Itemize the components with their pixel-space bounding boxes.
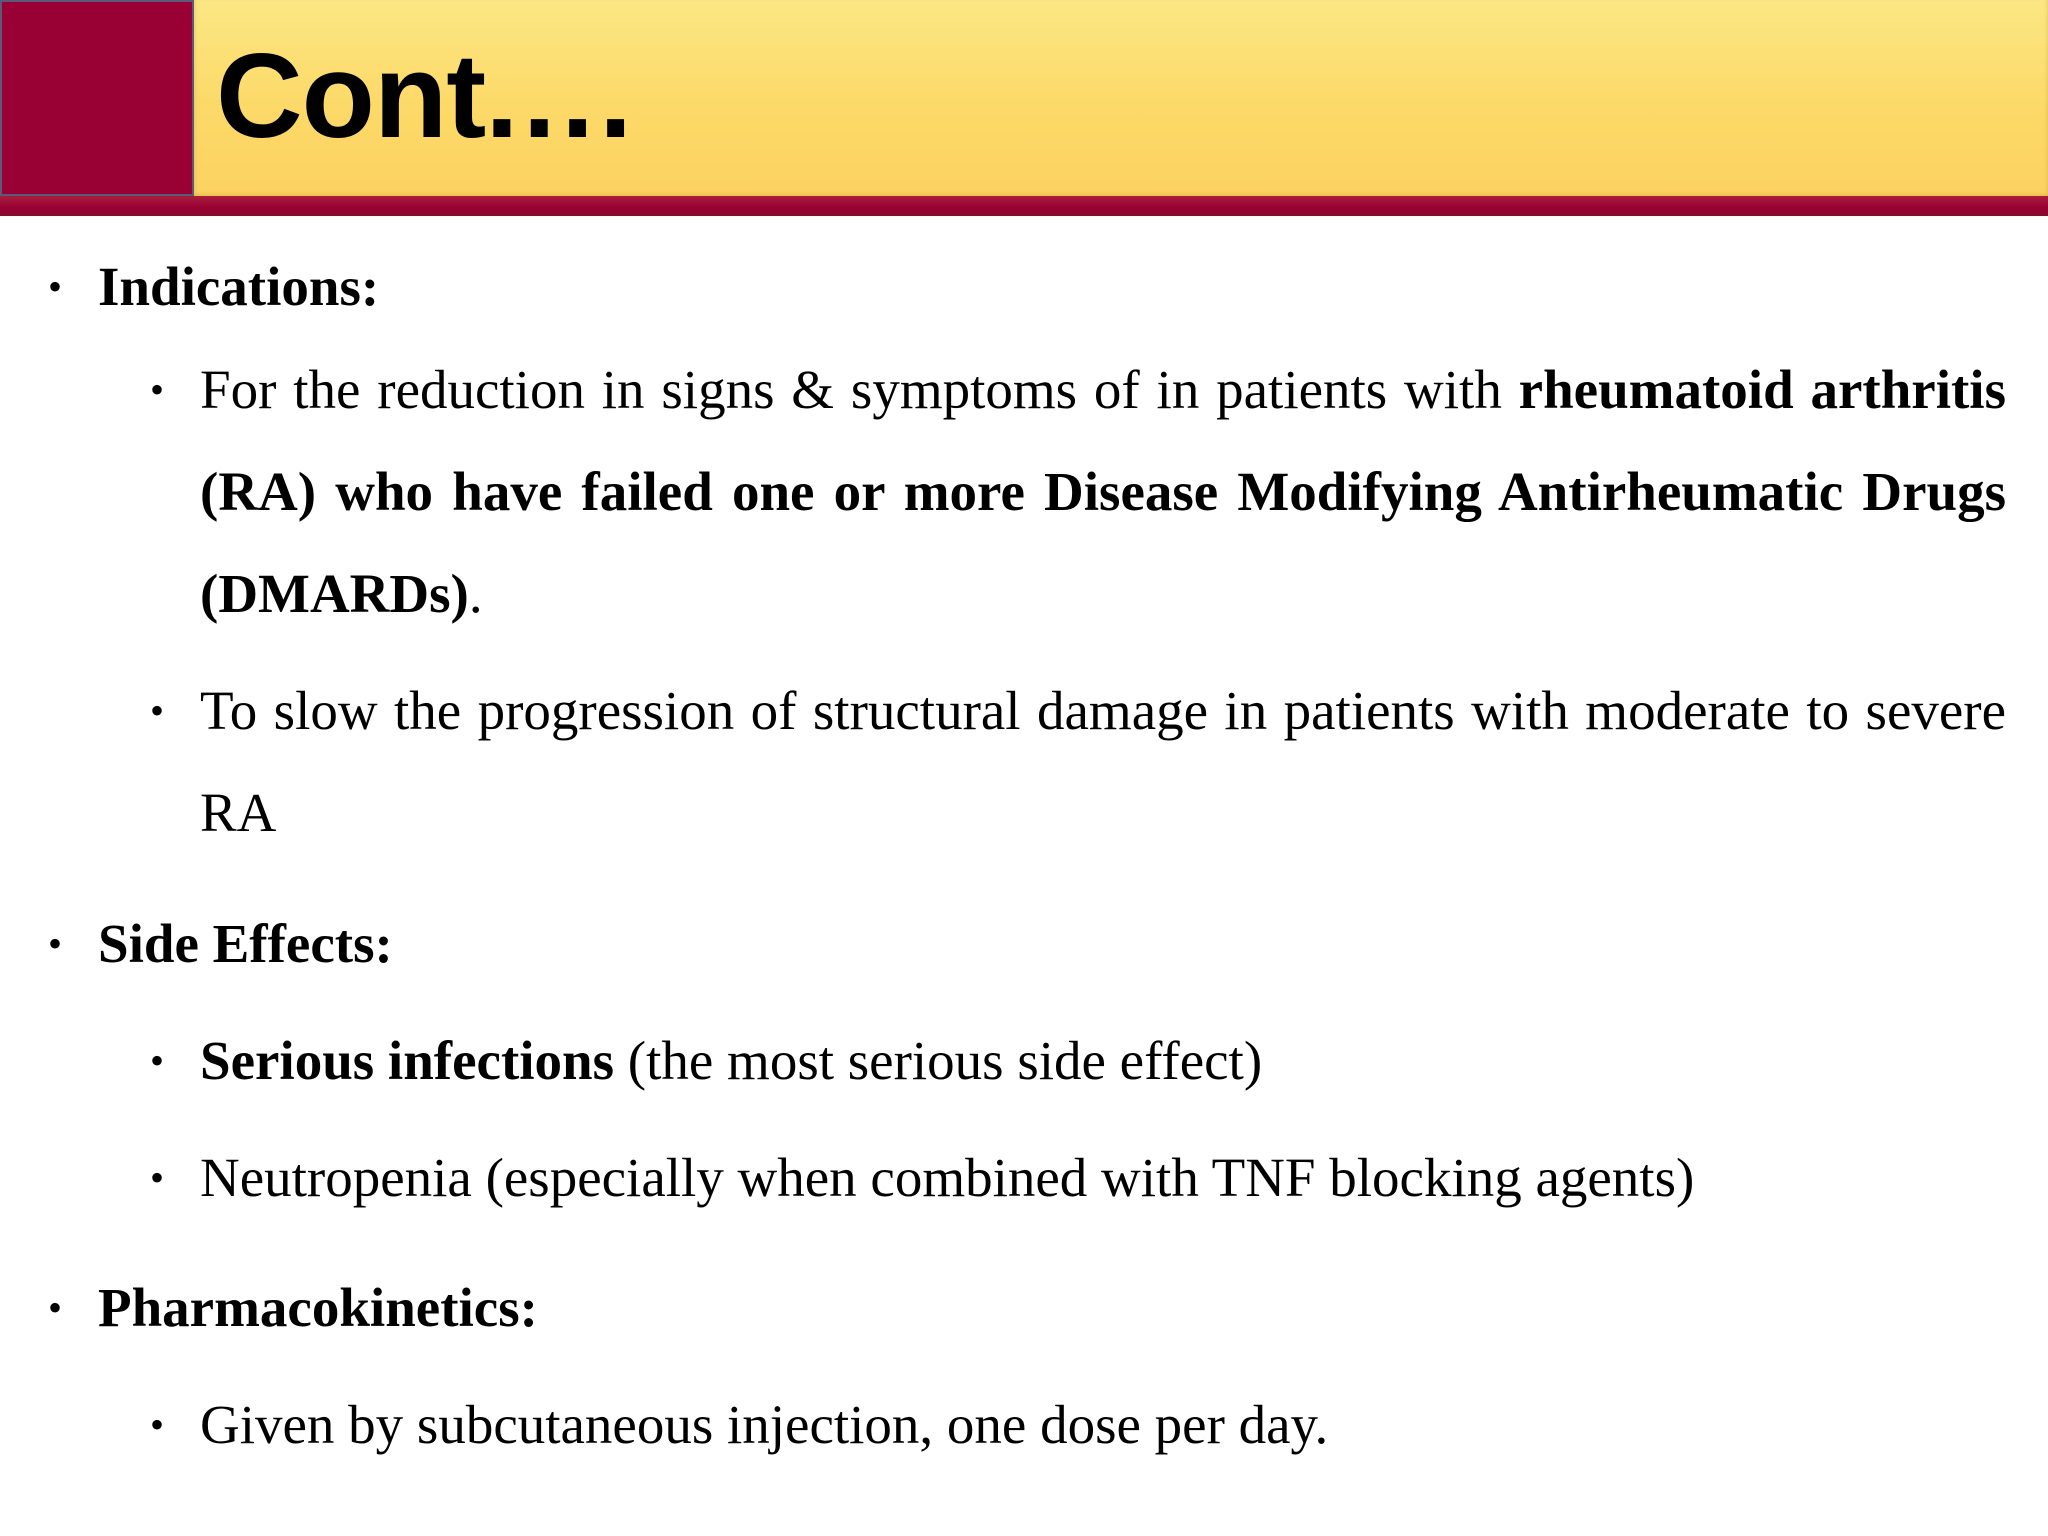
item-text: . [468,563,483,624]
bullet-icon: • [150,688,165,733]
section-heading-indications [48,236,380,338]
bullet-icon: • [150,367,165,412]
list-item-indication-1 [150,339,2006,645]
item-text: (the most serious side effect) [614,1030,1263,1091]
section-heading-text: Side Effects: [98,913,393,974]
bullet-icon: • [48,1285,63,1330]
list-item-side-effect-1 [150,1010,2006,1112]
item-text-bold: Serious infections [200,1030,615,1091]
item-text: Neutropenia (especially when combined with TNF blocking agents) [200,1147,1695,1208]
bullet-icon: • [150,1038,165,1083]
section-heading-text: Pharmacokinetics: [98,1277,538,1338]
section-heading-side-effects [48,893,393,995]
bullet-icon: • [48,264,63,309]
page-title: Cont.… [216,29,637,163]
bullet-icon: • [150,1402,165,1447]
list-item-indication-2 [150,660,2006,864]
item-text: To slow the progression of structural damage in patients with moderate to severe RA [200,680,2006,843]
list-item-side-effect-2 [150,1127,2006,1229]
item-text: Given by subcutaneous injection, one dose per day. [200,1394,1329,1455]
bullet-icon: • [48,921,63,966]
list-item-pharmacokinetics-1 [150,1374,2006,1476]
item-text-bold: rheumatoid arthritis (RA) who have failed one or more Disease Modifying Antirheumatic Drugs (DMARDs) [200,359,2006,624]
section-heading-pharmacokinetics [48,1257,538,1359]
bullet-icon: • [150,1155,165,1200]
section-heading-text: Indications: [98,256,380,317]
item-text: For the reduction in signs & symptoms of in patients with [200,359,1519,420]
